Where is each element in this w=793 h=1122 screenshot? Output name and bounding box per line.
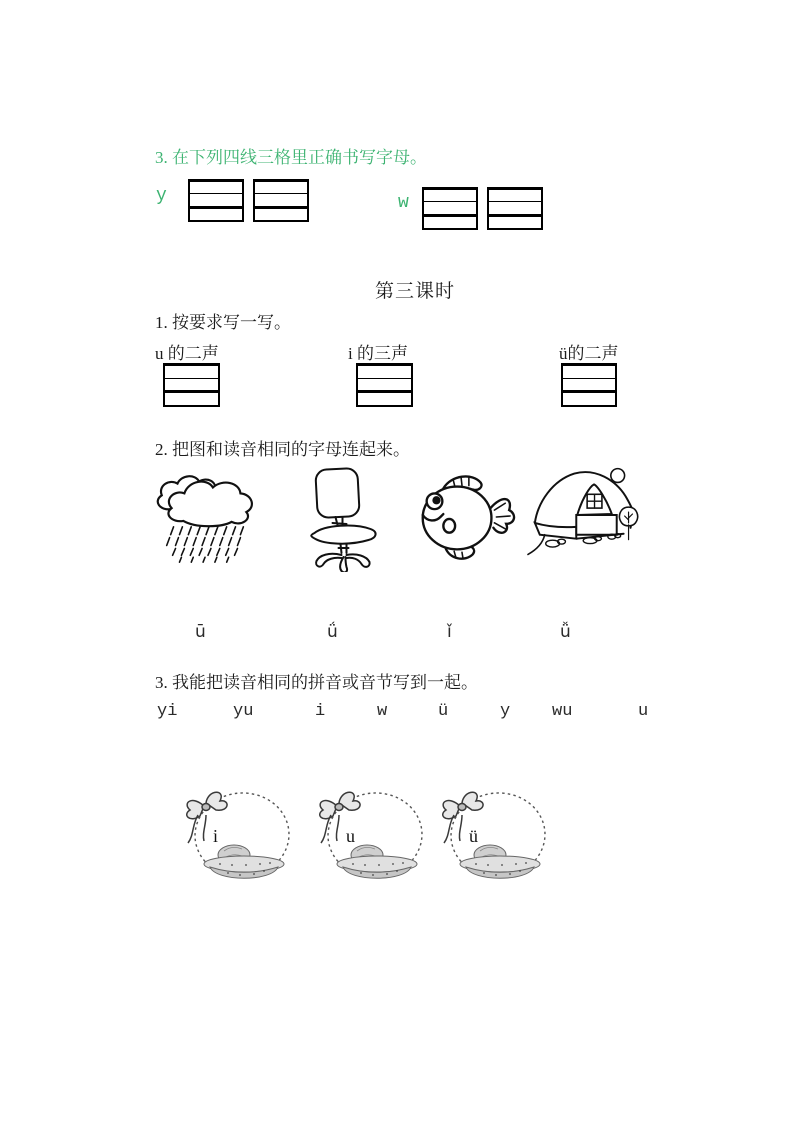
syllable: yi — [157, 702, 178, 721]
basket-letter: i — [213, 826, 219, 846]
q1-task-label: ü的二声 — [559, 344, 619, 363]
intro-prompt: 3. 在下列四线三格里正确书写字母。 — [155, 148, 427, 167]
tone-letter: ǘ — [327, 622, 338, 642]
basket-letter: ü — [469, 826, 478, 846]
letter-label-w: w — [398, 193, 409, 213]
q1-prompt: 1. 按要求写一写。 — [155, 313, 291, 332]
basket-picture — [180, 785, 300, 887]
syllable: i — [315, 702, 326, 721]
q1-task-label: u 的二声 — [155, 344, 219, 363]
letter-label-y: y — [156, 186, 167, 206]
q2-prompt: 2. 把图和读音相同的字母连起来。 — [155, 440, 410, 459]
office-chair-picture — [296, 462, 402, 572]
lesson-title: 第三课时 — [374, 281, 455, 302]
writing-grid — [253, 179, 309, 222]
syllable: w — [377, 702, 388, 721]
syllable: wu — [552, 702, 573, 721]
writing-grid — [561, 363, 617, 407]
tone-letter: ǐ — [447, 622, 452, 642]
rain-cloud-picture — [148, 465, 266, 565]
fish-picture — [408, 466, 516, 566]
writing-grid — [487, 187, 543, 230]
basket-picture — [436, 785, 556, 887]
basket-letter: u — [346, 826, 355, 846]
writing-grid — [422, 187, 478, 230]
writing-grid — [188, 179, 244, 222]
writing-grid — [163, 363, 220, 407]
writing-grid — [356, 363, 413, 407]
basket-picture — [313, 785, 433, 887]
q3-prompt: 3. 我能把读音相同的拼音或音节写到一起。 — [155, 673, 478, 692]
tone-letter: ǚ — [560, 622, 571, 642]
tone-letter: ū — [195, 622, 206, 642]
syllable: y — [500, 702, 511, 721]
syllable: ü — [438, 702, 449, 721]
syllable: u — [638, 702, 649, 721]
syllable: yu — [233, 702, 254, 721]
house-picture — [525, 460, 668, 570]
q1-task-label: i 的三声 — [348, 344, 408, 363]
